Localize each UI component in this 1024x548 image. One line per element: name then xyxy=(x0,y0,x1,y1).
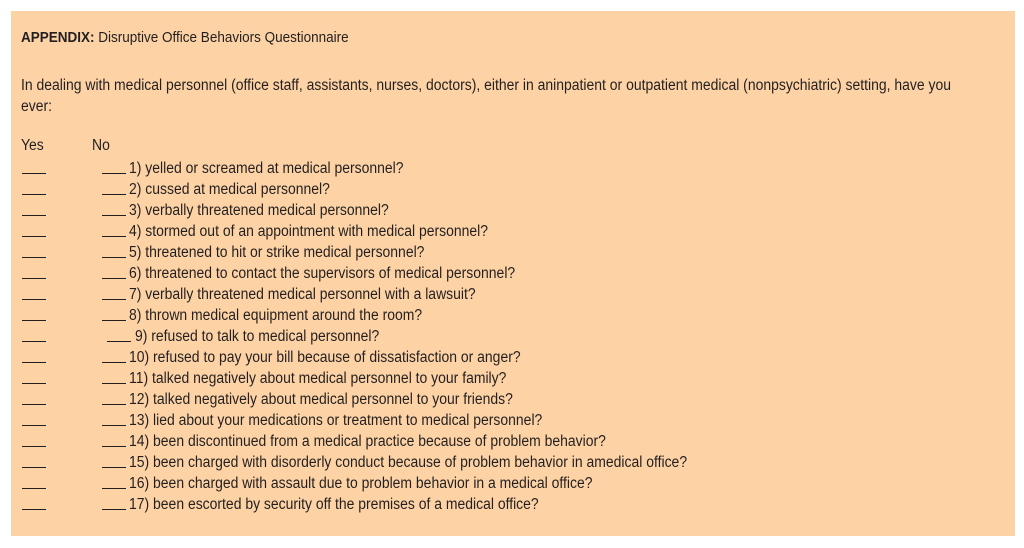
yes-answer-blank[interactable] xyxy=(22,404,46,405)
yes-answer-blank[interactable] xyxy=(22,278,46,279)
yes-column-header: Yes xyxy=(21,137,44,154)
question-text: 1) yelled or screamed at medical personnel? xyxy=(129,160,404,177)
no-answer-blank[interactable] xyxy=(102,509,126,510)
no-column-header: No xyxy=(92,137,110,154)
yes-answer-blank[interactable] xyxy=(22,194,46,195)
no-answer-blank[interactable] xyxy=(102,467,126,468)
yes-answer-blank[interactable] xyxy=(22,446,46,447)
yes-answer-blank[interactable] xyxy=(22,509,46,510)
yes-answer-blank[interactable] xyxy=(22,467,46,468)
question-text: 16) been charged with assault due to problem behavior in a medical office? xyxy=(129,475,593,492)
question-text: 9) refused to talk to medical personnel? xyxy=(135,328,380,345)
appendix-label: APPENDIX: xyxy=(21,29,95,46)
yes-answer-blank[interactable] xyxy=(22,299,46,300)
yes-answer-blank[interactable] xyxy=(22,236,46,237)
questionnaire-panel xyxy=(11,11,1015,536)
question-text: 14) been discontinued from a medical practice because of problem behavior? xyxy=(129,433,606,450)
question-text: 5) threatened to hit or strike medical personnel? xyxy=(129,244,425,261)
no-answer-blank[interactable] xyxy=(102,320,126,321)
yes-answer-blank[interactable] xyxy=(22,383,46,384)
question-text: 15) been charged with disorderly conduct because of problem behavior in amedical office? xyxy=(129,454,688,471)
yes-answer-blank[interactable] xyxy=(22,257,46,258)
question-text: 6) threatened to contact the supervisors of medical personnel? xyxy=(129,265,516,282)
no-answer-blank[interactable] xyxy=(102,257,126,258)
yes-answer-blank[interactable] xyxy=(22,362,46,363)
no-answer-blank[interactable] xyxy=(102,173,126,174)
no-answer-blank[interactable] xyxy=(102,446,126,447)
question-text: 2) cussed at medical personnel? xyxy=(129,181,330,198)
no-answer-blank[interactable] xyxy=(102,383,126,384)
question-text: 11) talked negatively about medical personnel to your family? xyxy=(129,370,507,387)
yes-answer-blank[interactable] xyxy=(22,341,46,342)
intro-paragraph: In dealing with medical personnel (office staff, assistants, nurses, doctors), either in aninpatient or outpatient medical (nonpsychiatric) setting, have you ever: xyxy=(21,77,951,115)
yes-answer-blank[interactable] xyxy=(22,215,46,216)
question-text: 10) refused to pay your bill because of dissatisfaction or anger? xyxy=(129,349,521,366)
no-answer-blank[interactable] xyxy=(102,404,126,405)
appendix-title-text: Disruptive Office Behaviors Questionnaire xyxy=(98,29,349,46)
no-answer-blank[interactable] xyxy=(102,488,126,489)
yes-answer-blank[interactable] xyxy=(22,488,46,489)
question-text: 4) stormed out of an appointment with medical personnel? xyxy=(129,223,489,240)
yes-answer-blank[interactable] xyxy=(22,173,46,174)
appendix-title xyxy=(21,29,349,46)
no-answer-blank[interactable] xyxy=(102,278,126,279)
yes-answer-blank[interactable] xyxy=(22,425,46,426)
yes-answer-blank[interactable] xyxy=(22,320,46,321)
no-answer-blank[interactable] xyxy=(102,425,126,426)
question-text: 12) talked negatively about medical personnel to your friends? xyxy=(129,391,513,408)
question-text: 17) been escorted by security off the premises of a medical office? xyxy=(129,496,539,513)
no-answer-blank[interactable] xyxy=(102,215,126,216)
question-text: 13) lied about your medications or treatment to medical personnel? xyxy=(129,412,543,429)
no-answer-blank[interactable] xyxy=(102,194,126,195)
no-answer-blank[interactable] xyxy=(107,341,131,342)
no-answer-blank[interactable] xyxy=(102,236,126,237)
no-answer-blank[interactable] xyxy=(102,362,126,363)
question-text: 7) verbally threatened medical personnel with a lawsuit? xyxy=(129,286,476,303)
question-text: 8) thrown medical equipment around the room? xyxy=(129,307,423,324)
no-answer-blank[interactable] xyxy=(102,299,126,300)
question-text: 3) verbally threatened medical personnel? xyxy=(129,202,389,219)
